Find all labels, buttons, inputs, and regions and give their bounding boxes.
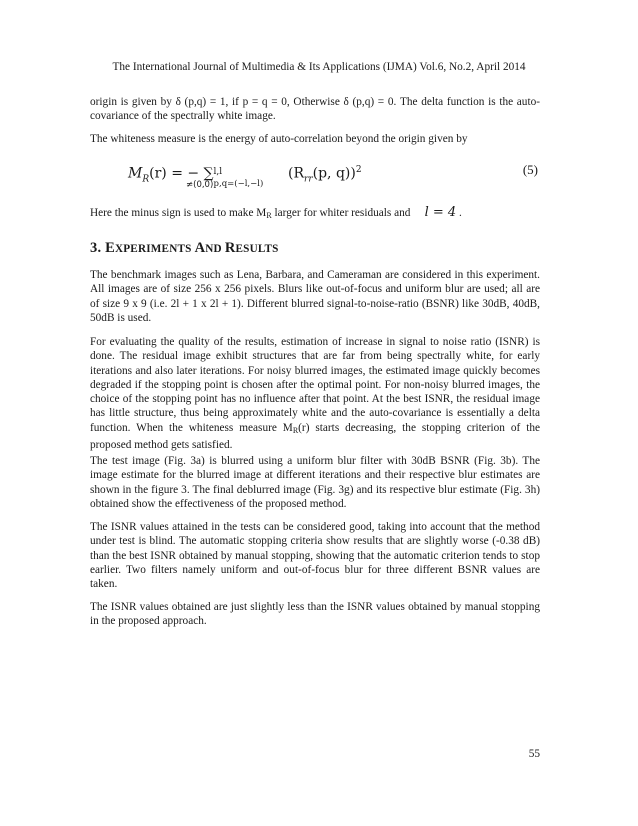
paragraph-benchmark-images: The benchmark images such as Lena, Barbara, and Cameraman are considered in this experiment. All images are of size 256 x 256 pixels. Blurs like out-of-focus and uniform blur are used; all are of size 9 x 9 (i.e. 2l + 1 x 2l + 1). Different blurred signal-to-noise-ratio (BSNR) like 30dB, 40dB, 50dB is used. xyxy=(90,269,540,324)
heading-cap: A xyxy=(194,240,206,256)
text-run: (r) starts decreasing, the stopping criterion of the proposed method gets satisfied. xyxy=(90,421,540,452)
paragraph-minus-sign xyxy=(90,206,540,223)
heading-smallcaps: XPERIMENTS xyxy=(114,243,195,255)
section-number: 3. xyxy=(90,240,106,256)
paragraph-isnr-conclusion: The ISNR values obtained are just slightly less than the ISNR values obtained by manual stopping in the proposed approach. xyxy=(90,601,540,628)
page-number: 55 xyxy=(528,748,540,760)
equation-number: (5) xyxy=(522,162,538,177)
subscript-r: R xyxy=(266,211,272,220)
paragraph-whiteness-measure: The whiteness measure is the energy of auto-correlation beyond the origin given by xyxy=(90,133,468,145)
heading-smallcaps: ND xyxy=(205,243,225,255)
section-heading xyxy=(90,240,279,257)
equation-5 xyxy=(90,160,540,194)
text-run: Here the minus sign is used to make M xyxy=(90,207,267,219)
eq-sum-under: ≠(0,0) xyxy=(186,180,214,190)
subscript-r: R xyxy=(292,425,299,435)
paragraph-isnr-evaluation xyxy=(90,335,540,452)
eq-body-sub: rr xyxy=(304,174,313,185)
paragraph-isnr-values: The ISNR values attained in the tests can be considered good, taking into account that the method under test is blind. The automatic stopping criteria show results that are slightly worse (-0.38 dB) than the best ISNR obtained by manual stopping, showing that the automatic criterion tends to stop earlier. Two filters namely uniform and out-of-focus blur for three different BSNR values are taken. xyxy=(90,521,540,591)
heading-cap: E xyxy=(105,240,115,256)
eq-lhs: M xyxy=(128,165,143,182)
text-run: For evaluating the quality of the results, estimation of increase in signal to noise ratio (ISNR) is done. The residual image exhibit structures that are far from being spectrally white, for early iterations and also later iterations. For noisy blurred images, the estimated image quickly becomes degraded if the stopping point is chosen after the optimal point. For non-noisy blurred images, the choice of the stopping point has no influence after that point. At the best ISNR, the residual image has little structure, thus being approximately white and the auto-covariance is essentially a delta function. When the whiteness measure M xyxy=(90,336,540,434)
text-run: larger for whiter residuals and xyxy=(271,207,411,219)
paragraph-test-image: The test image (Fig. 3a) is blurred using a uniform blur filter with 30dB BSNR (Fig. 3b). The image estimate for the blurred image at different iterations and their respective blur estimates are shown in the figure 3. The final deblurred image (Fig. 3g) and its respective blur estimate (Fig. 3h) obtained show the effectiveness of the proposed method. xyxy=(90,455,540,510)
eq-lhs-arg: (r) = − ∑ xyxy=(149,165,214,182)
eq-sum-sup: l,l xyxy=(213,166,223,177)
paragraph-delta-function: origin is given by δ (p,q) = 1, if p = q = 0, Otherwise δ (p,q) = 0. The delta function is the auto-covariance of the spectrally white image. xyxy=(90,96,540,123)
running-header: The International Journal of Multimedia & Its Applications (IJMA) Vol.6, No.2, April 2014 xyxy=(112,61,526,73)
text-run: . xyxy=(459,207,462,219)
inline-equation-l: l = 4 xyxy=(424,205,457,220)
eq-lhs-sub: R xyxy=(142,174,150,185)
eq-power: 2 xyxy=(355,165,362,175)
eq-sum-sub: p,q=(−l,−l) xyxy=(213,178,264,189)
eq-body: (R xyxy=(288,165,305,182)
equation-expression xyxy=(128,160,362,189)
heading-smallcaps: ESULTS xyxy=(235,243,279,255)
eq-body-tail: (p, q)) xyxy=(312,165,356,182)
heading-cap: R xyxy=(224,240,236,256)
